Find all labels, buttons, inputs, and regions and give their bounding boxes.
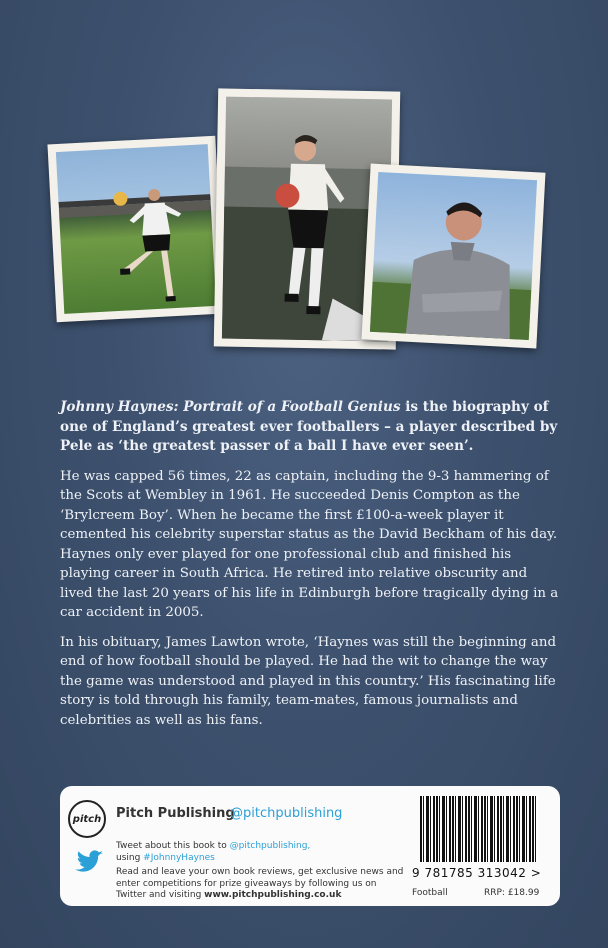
blurb-lead <box>60 398 560 457</box>
using-text: using <box>116 853 144 863</box>
price-label: RRP: £18.99 <box>484 888 540 898</box>
player-figure-1 <box>56 144 216 314</box>
tweet-prefix: Tweet about this book to <box>116 841 230 851</box>
blurb-text <box>60 398 560 740</box>
publisher-handle[interactable]: @pitchpublishing <box>230 806 343 821</box>
photo-player-portrait <box>362 164 546 349</box>
book-title: Johnny Haynes: Portrait of a Football Genius <box>60 399 401 415</box>
logo-text: pitch <box>72 813 102 825</box>
publisher-name: Pitch Publishing <box>116 806 235 821</box>
hashtag-link[interactable]: #JohnnyHaynes <box>143 853 215 863</box>
tweet-handle-link[interactable]: @pitchpublishing, <box>229 841 311 851</box>
photo-player-juggling <box>47 136 224 323</box>
publisher-panel <box>60 786 560 906</box>
player-figure-3 <box>370 172 537 340</box>
category-label: Football <box>412 888 448 898</box>
pitch-logo-icon <box>68 800 106 838</box>
isbn-number: 9 781785 313042 > <box>412 866 542 880</box>
website-link[interactable]: www.pitchpublishing.co.uk <box>204 890 342 900</box>
blurb-paragraph-career: He was capped 56 times, 22 as captain, including the 9-3 hammering of the Scots at Wembley in 1961. He succeeded Denis Compton as the ‘Brylcreem Boy’. When he became the first £100-a-week player it cemented his celebrity superstar status as the David Beckham of his day. Haynes only ever played for one professional club and finished his playing career in South Africa. He retired into relative obscurity and lived the last 20 years of his life in Edinburgh before tragically dying in a car accident in 2005. <box>60 468 559 620</box>
twitter-bird-icon <box>74 850 104 874</box>
blurb-lead-rest: is the biography of one of England’s greatest ever footballers – a player described by Pele as ‘the greatest passer of a ball I have ever seen’. <box>60 399 558 454</box>
read-reviews-text <box>116 867 406 902</box>
hashtag-line <box>116 853 215 863</box>
barcode <box>420 796 538 862</box>
tweet-line <box>116 841 310 851</box>
blurb-paragraph-obituary: In his obituary, James Lawton wrote, ‘Haynes was still the beginning and end of how football should be played. He had the wit to change the way the game was understood and played in this country.’ His fascinating life story is told through his family, team-mates, famous journalists and celebrities as well as his fans. <box>60 634 557 728</box>
read-text: Read and leave your own book reviews, get exclusive news and enter competitions for prize giveaways by following us on Twitter and visiting <box>116 867 404 900</box>
